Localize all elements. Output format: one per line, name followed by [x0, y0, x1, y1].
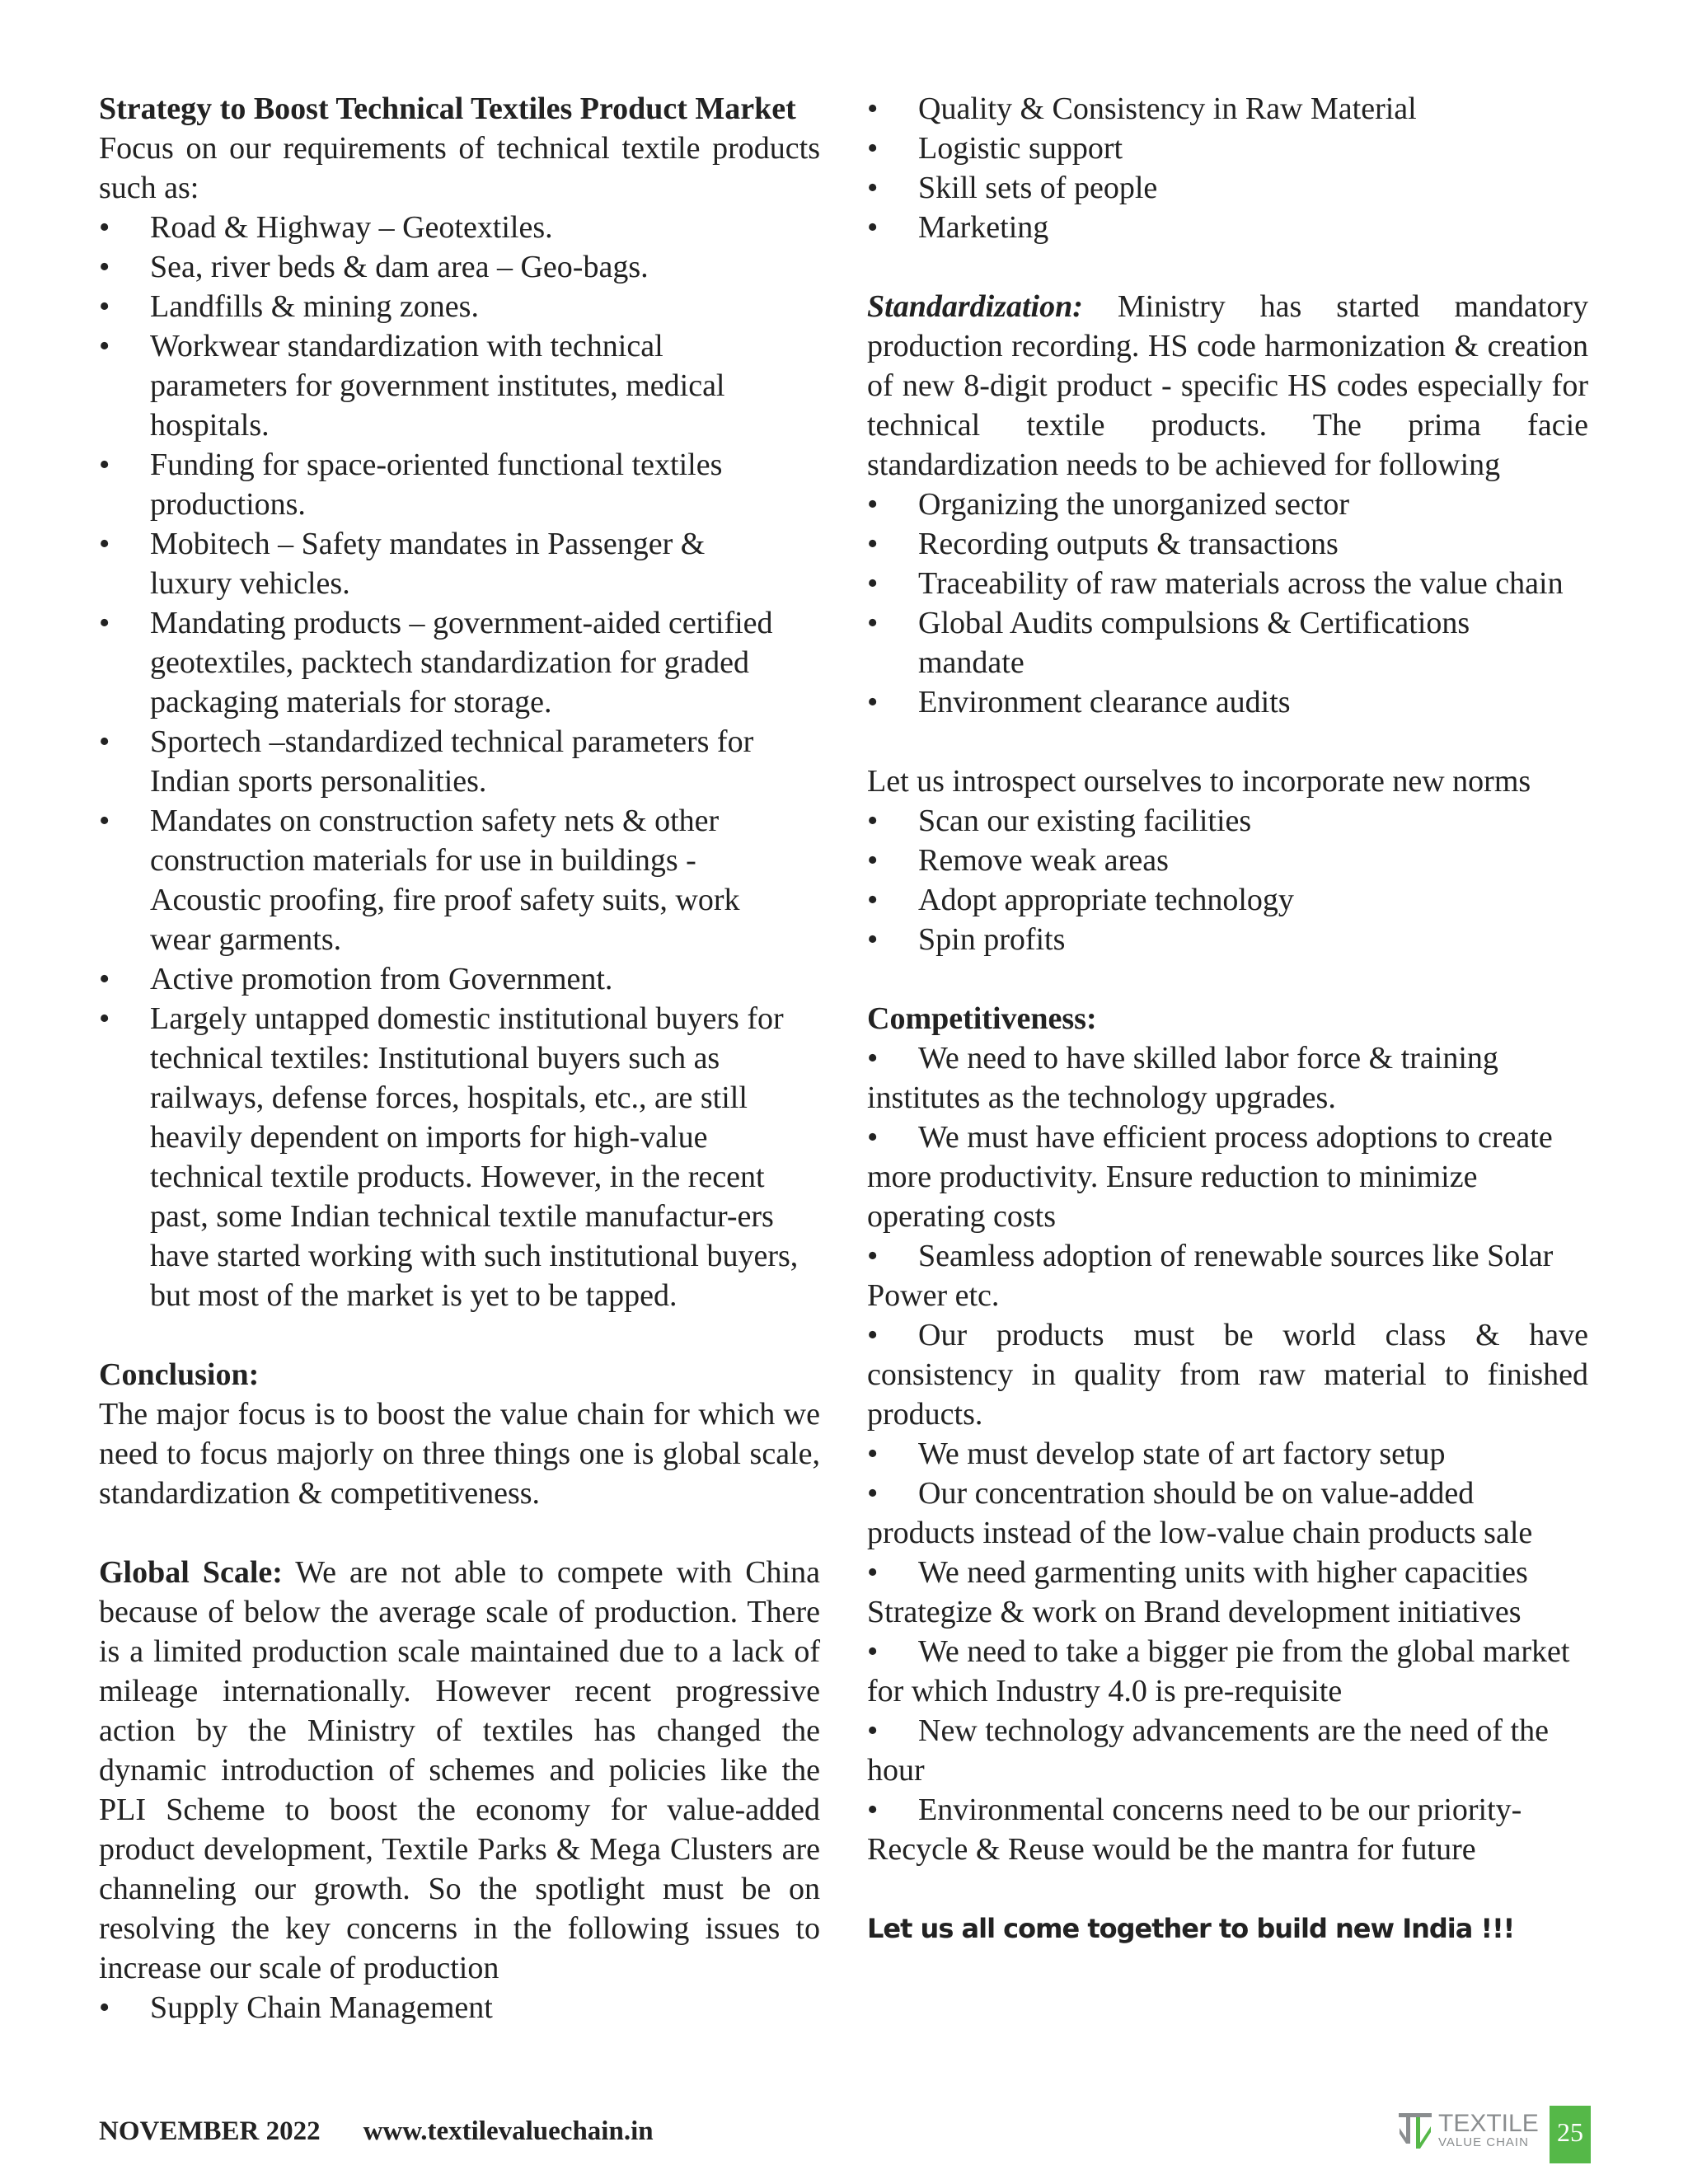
list-item: • Global Audits compulsions & Certifications mandate — [867, 603, 1588, 682]
list-item: • Mobitech – Safety mandates in Passenger & luxury vehicles. — [99, 524, 820, 603]
strategy-intro: Focus on our requirements of technical textile products such as: — [99, 131, 820, 205]
list-item: • Landfills & mining zones. — [99, 287, 820, 326]
competitiveness-item: • Seamless adoption of renewable sources like Solar Power etc. — [867, 1236, 1588, 1315]
list-item: • Environment clearance audits — [867, 682, 1588, 722]
competitiveness-item: • New technology advancements are the need of the hour — [867, 1711, 1588, 1790]
list-item: • Recording outputs & transactions — [867, 524, 1588, 564]
spacer — [867, 247, 1588, 287]
issue-date: NOVEMBER 2022 — [99, 2116, 321, 2146]
standardization-list — [867, 485, 1588, 722]
introspect-list — [867, 801, 1588, 959]
list-item: • Remove weak areas — [867, 841, 1588, 880]
competitiveness-item: • Our products must be world class & have consistency in quality from raw material to finished products. — [867, 1315, 1588, 1434]
left-column — [99, 89, 820, 2027]
global-scale-list-continued — [867, 89, 1588, 247]
right-column — [867, 89, 1588, 1948]
global-scale-list — [99, 1988, 820, 2027]
list-item: • Active promotion from Government. — [99, 959, 820, 999]
list-item: • Supply Chain Management — [99, 1988, 820, 2027]
list-item: • Adopt appropriate technology — [867, 880, 1588, 920]
spacer — [867, 1869, 1588, 1909]
global-scale-paragraph — [99, 1553, 820, 1988]
competitiveness-item: • Environmental concerns need to be our priority- Recycle & Reuse would be the mantra for future — [867, 1790, 1588, 1869]
global-scale-label: Global Scale: — [99, 1555, 283, 1590]
introspect-paragraph: Let us introspect ourselves to incorporate new norms — [867, 764, 1531, 799]
list-item: • Logistic support — [867, 129, 1588, 168]
competitiveness-item: • We need to have skilled labor force & training institutes as the technology upgrades. — [867, 1038, 1588, 1118]
list-item: • Funding for space-oriented functional textiles productions. — [99, 445, 820, 524]
conclusion-heading: Conclusion: — [99, 1357, 260, 1392]
list-item: • Sea, river beds & dam area – Geo-bags. — [99, 247, 820, 287]
competitiveness-heading: Competitiveness: — [867, 1001, 1097, 1036]
competitiveness-item: • We need to take a bigger pie from the global market for which Industry 4.0 is pre-requisite — [867, 1632, 1588, 1711]
textile-value-chain-logo — [1397, 2108, 1545, 2154]
spacer — [867, 959, 1588, 999]
list-item: • Road & Highway – Geotextiles. — [99, 208, 820, 247]
strategy-list — [99, 208, 820, 1315]
list-item: • Workwear standardization with technical parameters for government institutes, medical hospitals. — [99, 326, 820, 445]
logo-wordmark: TEXTILE — [1438, 2110, 1539, 2137]
standardization-paragraph — [867, 287, 1588, 485]
list-item: • Largely untapped domestic institutional buyers for technical textiles: Institutional buyers such as railways, defense forces, hospitals, etc., are still heavily dependent on imports for high-value technical textile products. However, in the recent past, some Indian technical textile manufactur-ers have started working with such institutional buyers, but most of the market is yet to be tapped. — [99, 999, 820, 1315]
closing-slogan: Let us all come together to build new India !!! — [867, 1913, 1515, 1944]
spacer — [99, 1315, 820, 1355]
list-item: • Mandating products – government-aided certified geotextiles, packtech standardization for graded packaging materials for storage. — [99, 603, 820, 722]
competitiveness-item: • We must have efficient process adoptions to create more productivity. Ensure reduction to minimize operating costs — [867, 1118, 1588, 1236]
list-item: • Scan our existing facilities — [867, 801, 1588, 841]
strategy-heading: Strategy to Boost Technical Textiles Product Market — [99, 91, 796, 126]
tv-logo-icon — [1397, 2108, 1433, 2151]
list-item: • Traceability of raw materials across the value chain — [867, 564, 1588, 603]
competitiveness-item: • Our concentration should be on value-added products instead of the low-value chain products sale — [867, 1474, 1588, 1553]
website-link[interactable]: www.textilevaluechain.in — [363, 2116, 654, 2146]
list-item: • Marketing — [867, 208, 1588, 247]
standardization-label: Standardization: — [867, 289, 1083, 324]
competitiveness-item: • We must develop state of art factory setup — [867, 1434, 1588, 1474]
list-item: • Spin profits — [867, 920, 1588, 959]
list-item: • Organizing the unorganized sector — [867, 485, 1588, 524]
conclusion-paragraph: The major focus is to boost the value chain for which we need to focus majorly on three things one is global scale, standardization & competitiveness. — [99, 1397, 820, 1511]
list-item: • Skill sets of people — [867, 168, 1588, 208]
logo-subtitle: VALUE CHAIN — [1438, 2135, 1529, 2149]
spacer — [99, 1513, 820, 1553]
list-item: • Quality & Consistency in Raw Material — [867, 89, 1588, 129]
global-scale-text: We are not able to compete with China because of below the average scale of production. There is a limited production scale maintained due to a lack of mileage internationally. However recent progressive action by the Ministry of textiles has changed the dynamic introduction of schemes and policies like the PLI Scheme to boost the economy for value-added product development, Textile Parks & Mega Clusters are channeling our growth. So the spotlight must be on resolving the key concerns in the following issues to increase our scale of production — [99, 1555, 820, 1985]
competitiveness-item: • We need garmenting units with higher capacities Strategize & work on Brand development initiatives — [867, 1553, 1588, 1632]
list-item: • Sportech –standardized technical parameters for Indian sports personalities. — [99, 722, 820, 801]
page-number: 25 — [1550, 2106, 1591, 2163]
footer — [99, 2116, 654, 2147]
standardization-text: Ministry has started mandatory production recording. HS code harmonization & creation of new 8-digit product - specific HS codes especially for technical textile products. The prima facie standardization needs to be achieved for following — [867, 289, 1589, 482]
list-item: • Mandates on construction safety nets & other construction materials for use in buildings - Acoustic proofing, fire proof safety suits, work wear garments. — [99, 801, 820, 959]
spacer — [867, 722, 1588, 762]
